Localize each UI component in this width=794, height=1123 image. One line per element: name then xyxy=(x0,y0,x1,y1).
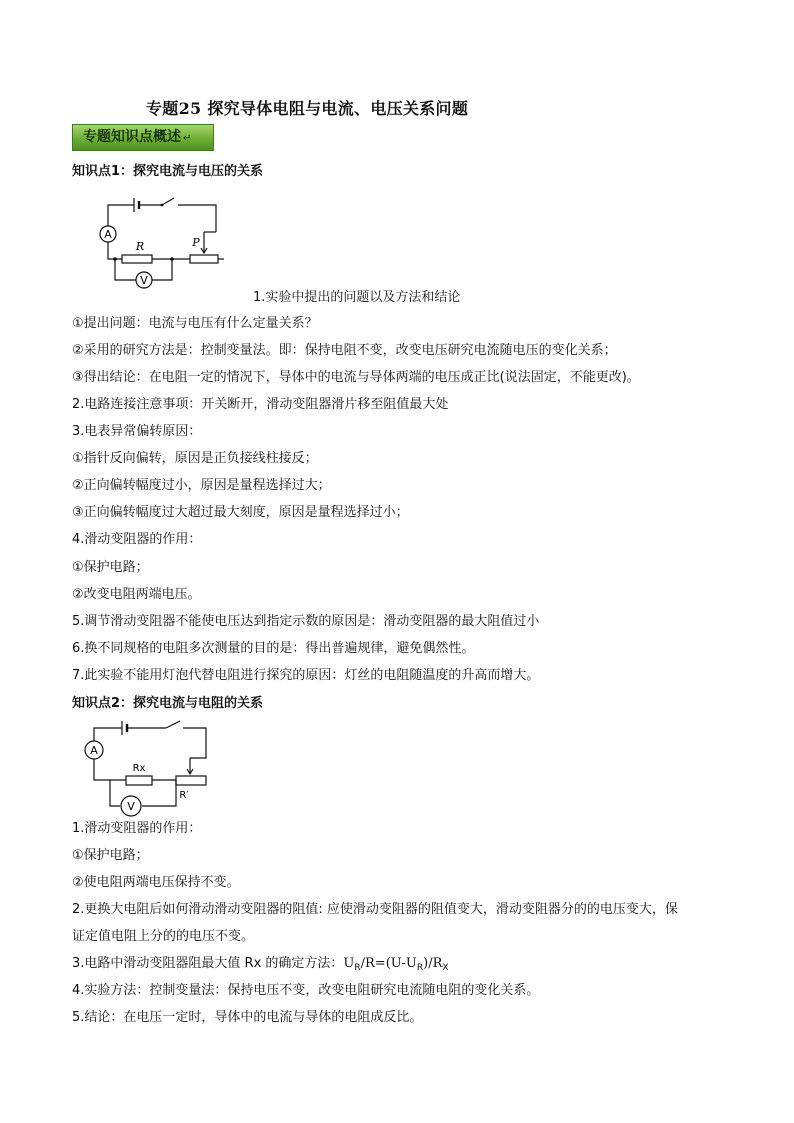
kp2-heading: 知识点2：探究电流与电阻的关系 xyxy=(72,696,264,711)
ammeter-label: A xyxy=(90,744,98,757)
kp1-line: 3.电表异常偏转原因： xyxy=(72,424,202,439)
kp1-line: 2.电路连接注意事项：开关断开，滑动变阻器滑片移至阻值最大处 xyxy=(72,397,449,412)
kp1-line: ②改变电阻两端电压。 xyxy=(72,587,201,602)
formula-sub: X xyxy=(442,963,449,973)
kp2-line: 证定值电阻上分的的电压不变。 xyxy=(72,929,255,944)
formula-sub: R xyxy=(354,963,361,973)
kp1-line: ①保护电路； xyxy=(72,560,149,575)
kp2-line: 1.滑动变阻器的作用： xyxy=(72,821,202,836)
page-title: 专题25 探究导体电阻与电流、电压关系问题 xyxy=(146,99,469,118)
kp1-line: ②正向偏转幅度过小，原因是量程选择过大； xyxy=(72,478,331,493)
kp2-line: 2.更换大电阻后如何滑动滑动变阻器的阻值: 应使滑动变阻器的阻值变大，滑动变阻器分的的电压变大，保 xyxy=(72,902,678,917)
rheostat-label: R′ xyxy=(179,790,189,801)
formula-part: )/R xyxy=(423,956,443,971)
circuit-diagram-2 xyxy=(80,718,220,820)
formula-prefix: 3.电路中滑动变阻器阻最大值 Rx 的确定方法： xyxy=(72,956,344,971)
resistor-label: Rx xyxy=(132,763,146,774)
kp2-formula-line xyxy=(72,952,449,973)
kp2-line: 4.实验方法：控制变量法：保持电压不变，改变电阻研究电流随电阻的变化关系。 xyxy=(72,983,540,998)
kp1-caption: 1.实验中提出的问题以及方法和结论 xyxy=(253,290,461,305)
kp1-line: 6.换不同规格的电阻多次测量的目的是：得出普遍规律，避免偶然性。 xyxy=(72,641,475,656)
formula-part: U xyxy=(343,956,355,971)
banner-label: 专题知识点概述 xyxy=(83,129,181,145)
kp1-line: ②采用的研究方法是：控制变量法。即：保持电阻不变，改变电压研究电流随电压的变化关系； xyxy=(72,343,617,358)
kp1-line: ①提出问题：电流与电压有什么定量关系？ xyxy=(72,316,318,331)
kp2-line: 5.结论：在电压一定时，导体中的电流与导体的电阻成反比。 xyxy=(72,1010,423,1025)
voltmeter-label: V xyxy=(140,274,148,287)
kp1-line: 5.调节滑动变阻器不能使电压达到指定示数的原因是：滑动变阻器的最大阻值过小 xyxy=(72,614,540,629)
kp1-line: ③正向偏转幅度过大超过最大刻度，原因是量程选择过小； xyxy=(72,505,409,520)
slider-label: P xyxy=(192,236,200,249)
kp1-heading: 知识点1：探究电流与电压的关系 xyxy=(72,164,264,179)
kp2-line: ②使电阻两端电压保持不变。 xyxy=(72,875,240,890)
formula-part: /R=(U-U xyxy=(360,956,417,971)
kp1-line: 4.滑动变阻器的作用： xyxy=(72,532,202,547)
voltmeter-label: V xyxy=(127,800,135,813)
return-mark-icon: ↵ xyxy=(183,133,192,144)
kp1-line: 7.此实验不能用灯泡代替电阻进行探究的原因：灯丝的电阻随温度的升高而增大。 xyxy=(72,668,540,683)
ammeter-label: A xyxy=(104,228,112,241)
circuit-diagram-1 xyxy=(92,195,232,295)
section-banner xyxy=(72,124,214,151)
kp2-line: ①保护电路； xyxy=(72,848,149,863)
kp1-line: ③得出结论：在电阻一定的情况下，导体中的电流与导体两端的电压成正比(说法固定，不能更改)。 xyxy=(72,370,640,385)
formula-sub: R xyxy=(416,963,424,973)
resistor-label: R xyxy=(135,240,145,253)
kp1-line: ①指针反向偏转，原因是正负接线柱接反； xyxy=(72,451,318,466)
